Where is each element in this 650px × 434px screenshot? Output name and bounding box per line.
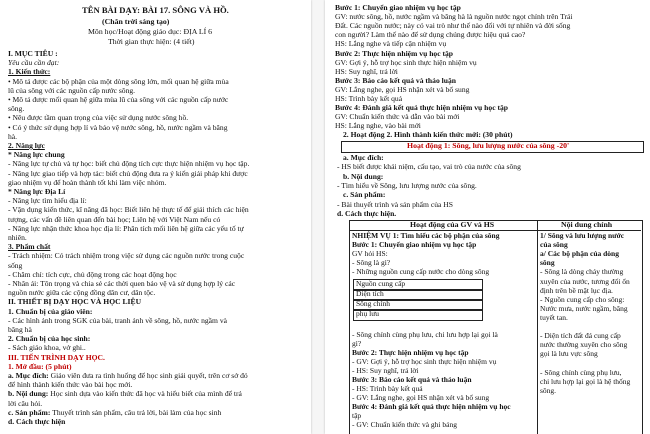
text-line: I. MỤC TIÊU : — [8, 49, 58, 58]
text-line: - Diện tích đất đá cung cấp — [540, 331, 621, 341]
text-line: Nước mưa, nước ngầm, băng — [540, 303, 628, 313]
text-line: sông — [540, 258, 555, 268]
text-line: 1. Kiến thức: — [8, 67, 51, 77]
text-line: 1. Chuẩn bị của giáo viên: — [8, 306, 93, 316]
text-line: GV hỏi HS: — [352, 249, 388, 259]
text-line: - Sách giáo khoa, vở ghi.. — [8, 343, 86, 353]
text-line: nước thường xuyên cho sông — [540, 340, 628, 350]
text-line: chi lưu hợp lại gọi là hệ thống — [540, 376, 631, 386]
text-line: HS: Suy nghĩ, trả lời — [335, 66, 398, 76]
text-line: Bước 2: Thực hiện nhiệm vụ học tập — [352, 348, 469, 357]
text-line: Bước 1: Chuyển giao nhiệm vụ học tập — [352, 240, 477, 250]
text-line: NHIỆM VỤ 1: Tìm hiểu các bộ phận của sông — [352, 231, 500, 240]
text-line: • Nêu được tầm quan trọng của việc sử dụng nước sông hồ. — [8, 113, 189, 123]
text-line: lời câu hỏi. — [8, 398, 43, 408]
text-line: giao nhiệm vụ để hoàn thành tốt khi làm việc nhóm. — [8, 177, 167, 187]
col1-header: Hoạt động của GV và HS — [410, 220, 495, 229]
text-line: - Sông chính cùng phụ lưu, — [540, 367, 622, 377]
text-line: nguồn nước giữa các cộng đồng dân cư, dân tộc. — [8, 288, 156, 298]
lesson-subtitle: (Chân trời sáng tạo) — [102, 17, 170, 26]
text-line: nhiên. — [8, 233, 27, 242]
text-line: - Sông là gì? — [352, 258, 391, 268]
text-line: • Có ý thức sử dụng hợp lí và bảo vệ nước sông, hồ, nước ngầm và băng — [8, 122, 228, 132]
text-line: GV: Chuẩn kiến thức và dẫn vào bài mới — [335, 112, 460, 122]
text-line: Bước 3: Báo cáo kết quả và thảo luận — [335, 75, 456, 85]
text-line: 2. Năng lực — [8, 141, 45, 150]
text-line: d. Cách thực hiện. — [337, 208, 397, 218]
activity-title: Hoạt động 1: Sông, lưu lượng nước của sông -20' — [407, 141, 570, 150]
text-line: b. Nội dung: — [343, 171, 384, 181]
text-line: băng hà — [8, 325, 32, 334]
text-line: - Trách nhiệm: Có trách nhiệm trong việc sử dụng các nguồn nước trong cuộc — [8, 251, 245, 261]
text-line: - Những nguồn cung cấp nước cho dòng sông — [352, 267, 490, 277]
text-line: Yêu cầu cần đạt: — [8, 58, 60, 68]
text-line: con người? Làm thế nào để sử dụng chúng được hiệu quả cao? — [335, 30, 526, 40]
text-line: tuyết tan. — [540, 312, 568, 322]
text-line: Bước 4: Đánh giá kết quả thực hiện nhiệm vụ học tập — [335, 103, 509, 113]
text-line: 3. Phẩm chất — [8, 242, 51, 252]
text-line: Bước 2: Thực hiện nhiệm vụ học tập — [335, 48, 454, 58]
text-line: HS: Lắng nghe và tiếp cận nhiệm vụ — [335, 39, 447, 49]
text-line: hà. — [8, 131, 18, 141]
text-line: • Mô tả được mối quan hệ giữa mùa lũ của sông với các nguồn cấp nước — [8, 95, 229, 104]
text-line: gọi là lưu vực sông — [540, 349, 598, 359]
text-line: * Năng lực chung — [8, 150, 65, 160]
text-line: GV: nước sông, hồ, nước ngầm và băng hà là nguồn nước ngọt chính trên Trái — [335, 12, 573, 22]
text-line: - Các hình ảnh trong SGK của bài, tranh ảnh về sông, hồ, nước ngầm và — [8, 315, 228, 325]
text-line: Bước 1: Chuyển giao nhiệm vụ học tập — [335, 3, 461, 12]
text-line: c. Sản phẩm: — [343, 190, 386, 200]
text-line: * Năng lực Địa Lí — [8, 187, 66, 196]
text-line: 1. Mở đầu: (5 phút) — [8, 361, 72, 371]
text-line: - GV: Gợi ý, hỗ trợ học sinh thực hiện nhiệm vụ — [352, 357, 497, 366]
text-line: định trên bề mặt lục địa. — [540, 285, 613, 295]
lesson-time: Thời gian thực hiện: (4 tiết) — [108, 37, 195, 46]
inner-table-label: Diện tích — [356, 289, 384, 298]
text-line: sông. — [540, 385, 557, 395]
text-line: gì? — [352, 339, 362, 348]
lesson-title: TÊN BÀI DẠY: BÀI 17. SÔNG VÀ HỒ. — [82, 5, 229, 15]
text-line: - Sông là dòng chảy thường — [540, 267, 624, 277]
text-line: Bước 4: Đánh giá kết quả thực hiện nhiệm vụ học — [352, 402, 511, 411]
text-line: - Nhân ái: Tôn trọng và chia sẻ các thời quen bảo vệ và sử dụng hợp lý các — [8, 279, 236, 288]
text-line: Bước 3: Báo cáo kết quả và thảo luận — [352, 375, 472, 384]
text-line: sống — [8, 260, 23, 270]
text-line: của sông — [540, 240, 568, 250]
col2-header: Nội dung chính — [561, 220, 613, 229]
text-line: - Chăm chỉ: tích cực, chủ động trong các hoạt động học — [8, 269, 177, 279]
text-line: a/ Các bộ phận của dòng — [540, 249, 619, 259]
text-line: b. Nội dung: Học sinh dựa vào kiến thức đã học và hiểu biết của mình để trả — [8, 389, 242, 399]
text-line: III. TIẾN TRÌNH DẠY HỌC. — [8, 352, 105, 362]
lesson-subject: Môn học/Hoạt động giáo dục: ĐỊA LÍ 6 — [88, 27, 213, 36]
inner-table-label: Nguồn cung cấp — [356, 279, 406, 288]
text-line: - Năng lực tự chủ và tự học: biết chủ động tích cực thực hiện nhiệm vụ học tập. — [8, 159, 250, 169]
text-line: 2. Hoạt động 2. Hình thành kiến thức mới: (30 phút) — [343, 130, 513, 140]
text-line: - Tìm hiểu về Sông, lưu lượng nước của sông. — [337, 180, 477, 190]
text-line: - GV: Chuẩn kiến thức và ghi bảng — [352, 420, 457, 429]
text-line: Đất. Các nguồn nước; này có vai trò như thế nào đối với tự nhiên và đời sống — [335, 21, 571, 31]
text-line: GV: Lắng nghe, gọi HS nhận xét và bổ sung — [335, 84, 470, 94]
text-line: - HS biết được khái niệm, cấu tạo, vai trò của nước của sông — [337, 162, 521, 172]
text-line: - Sông chính cùng phụ lưu, chi lưu hợp lại gọi là — [352, 330, 498, 339]
text-line: d. Cách thực hiện — [8, 417, 66, 426]
text-line: c. Sản phẩm: Thuyết trình sản phẩm, câu trả lời, bài làm của học sinh — [8, 407, 222, 417]
table-divider — [537, 220, 538, 434]
text-line: - Bài thuyết trình và sản phẩm của HS — [337, 199, 453, 209]
inner-table-label: phụ lưu — [356, 309, 380, 318]
text-line: - Năng lực giao tiếp và hợp tác: biết chủ động đưa ra ý kiến giải pháp khi được — [8, 168, 248, 178]
text-line: 1/ Sông và lưu lượng nước — [540, 231, 625, 240]
text-line: tượng, các vấn đề liên quan đến bài học; Liên hệ với Việt Nam nếu có — [8, 214, 221, 224]
text-line: lũ của sông với các nguồn cấp nước sông. — [8, 85, 136, 95]
document-page-1 — [0, 0, 311, 434]
text-line: để hình thành kiến thức vào bài học mới. — [8, 380, 133, 390]
text-line: - GV: Lắng nghe, gọi HS nhận xét và bổ sung — [352, 393, 490, 402]
text-line: 2. Chuẩn bị của học sinh: — [8, 334, 91, 344]
text-line: II. THIẾT BỊ DẠY HỌC VÀ HỌC LIỆU — [8, 297, 142, 307]
text-line: - Năng lực tìm hiểu địa lí: — [8, 196, 87, 206]
text-line: a. Mục đích: Giáo viên đưa ra tình huống để học sinh giải quyết, trên cơ sở đó — [8, 371, 248, 380]
text-line: xuyên của nước, tương đối ổn — [540, 276, 630, 286]
text-line: HS: Lắng nghe, vào bài mới — [335, 121, 421, 131]
text-line: HS: Trình bày kết quả — [335, 94, 403, 103]
text-line: - Vận dụng kiến thức, kĩ năng đã học: Biết liên hệ thực tế để giải thích các hiện — [8, 205, 249, 215]
text-line: sông. — [8, 104, 25, 114]
text-line: GV: Gợi ý, hỗ trợ học sinh thực hiện nhiệm vụ — [335, 57, 477, 67]
text-line: - HS: Trình bày kết quả — [352, 384, 423, 393]
text-line: tập — [352, 411, 362, 420]
document-page-2 — [325, 0, 650, 434]
text-line: • Mô tả được các bộ phận của một dòng sông lớn, mối quan hệ giữa mùa — [8, 76, 229, 86]
text-line: - HS: Suy nghĩ, trả lời — [352, 366, 419, 375]
inner-table-label: Sông chính — [356, 299, 390, 308]
text-line: - Năng lực nhận thức khoa học địa lí: Phân tích mối liên hệ giữa các yếu tố tự — [8, 223, 244, 233]
text-line: - Nguồn cung cấp cho sông: — [540, 294, 625, 304]
text-line: a. Mục đích: — [343, 153, 384, 162]
